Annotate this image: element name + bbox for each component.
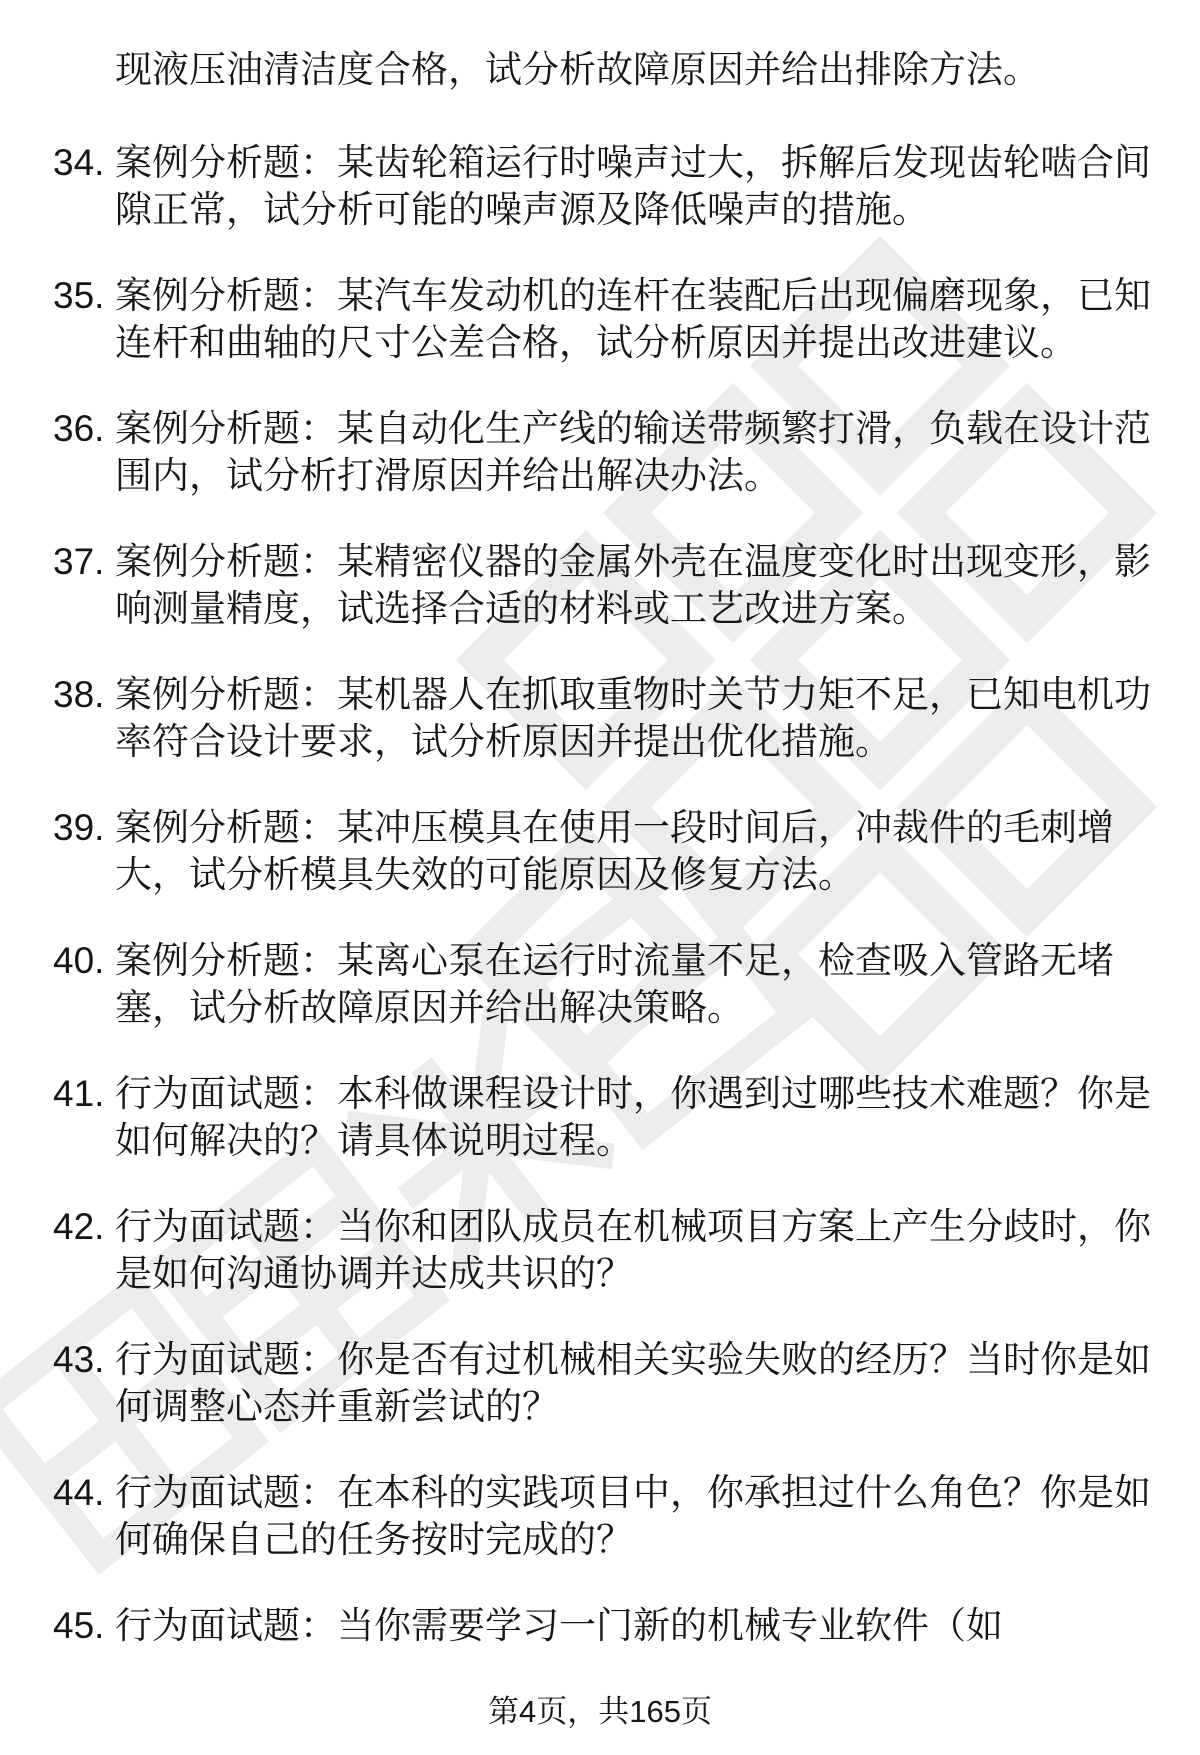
question-line: 行为面试题：当你和团队成员在机械项目方案上产生分歧时，你 xyxy=(115,1206,1151,1247)
question-line: 行为面试题：当你需要学习一门新的机械专业软件（如 xyxy=(115,1605,1003,1646)
question-line: 连杆和曲轴的尺寸公差合格，试分析原因并提出改进建议。 xyxy=(115,322,1077,363)
question-line: 案例分析题：某齿轮箱运行时噪声过大，拆解后发现齿轮啮合间 xyxy=(115,142,1151,183)
question-item xyxy=(53,1203,1151,1297)
question-item xyxy=(53,1336,1151,1430)
question-line: 隙正常，试分析可能的噪声源及降低噪声的措施。 xyxy=(115,189,929,230)
question-line: 行为面试题：你是否有过机械相关实验失败的经历？当时你是如 xyxy=(115,1339,1151,1380)
question-line: 案例分析题：某汽车发动机的连杆在装配后出现偏磨现象，已知 xyxy=(115,275,1151,316)
question-number: 37. xyxy=(53,541,105,582)
question-list xyxy=(53,46,1151,1688)
question-item xyxy=(53,272,1151,366)
question-line: 大，试分析模具失效的可能原因及修复方法。 xyxy=(115,854,855,895)
question-number: 38. xyxy=(53,674,105,715)
question-number: 34. xyxy=(53,142,105,183)
question-line: 塞，试分析故障原因并给出解决策略。 xyxy=(115,987,744,1028)
question-line: 案例分析题：某精密仪器的金属外壳在温度变化时出现变形，影 xyxy=(115,541,1151,582)
question-item xyxy=(53,405,1151,499)
question-item xyxy=(53,139,1151,233)
question-item xyxy=(53,1070,1151,1164)
question-line: 案例分析题：某离心泵在运行时流量不足，检查吸入管路无堵 xyxy=(115,940,1114,981)
question-line: 何确保自己的任务按时完成的？ xyxy=(115,1519,633,1560)
question-number: 43. xyxy=(53,1339,105,1380)
question-number: 42. xyxy=(53,1206,105,1247)
question-line: 何调整心态并重新尝试的？ xyxy=(115,1386,559,1427)
question-item xyxy=(53,671,1151,765)
question-line: 响测量精度，试选择合适的材料或工艺改进方案。 xyxy=(115,588,929,629)
question-number: 41. xyxy=(53,1073,105,1114)
question-number: 44. xyxy=(53,1472,105,1513)
question-33-continuation: 现液压油清洁度合格，试分析故障原因并给出排除方法。 xyxy=(115,49,1040,90)
question-items xyxy=(53,139,1151,1649)
question-number: 35. xyxy=(53,275,105,316)
question-item xyxy=(53,937,1150,1031)
question-number: 39. xyxy=(53,807,105,848)
question-line: 是如何沟通协调并达成共识的？ xyxy=(115,1253,633,1294)
page-footer: 第4页，共165页 xyxy=(488,1694,712,1729)
question-line: 行为面试题：本科做课程设计时，你遇到过哪些技术难题？你是 xyxy=(115,1073,1151,1114)
question-number: 45. xyxy=(53,1605,105,1646)
question-line: 案例分析题：某机器人在抓取重物时关节力矩不足，已知电机功 xyxy=(115,674,1151,715)
question-line: 案例分析题：某自动化生产线的输送带频繁打滑，负载在设计范 xyxy=(115,408,1151,449)
question-item xyxy=(53,804,1150,898)
question-item xyxy=(53,1469,1151,1563)
question-item xyxy=(53,538,1151,632)
question-number: 36. xyxy=(53,408,105,449)
question-line: 率符合设计要求，试分析原因并提出优化措施。 xyxy=(115,721,892,762)
question-line: 围内，试分析打滑原因并给出解决办法。 xyxy=(115,455,781,496)
question-item xyxy=(53,1602,1150,1649)
question-number: 40. xyxy=(53,940,105,981)
question-line: 行为面试题：在本科的实践项目中，你承担过什么角色？你是如 xyxy=(115,1472,1151,1513)
question-line: 如何解决的？请具体说明过程。 xyxy=(115,1120,633,1161)
question-line: 案例分析题：某冲压模具在使用一段时间后，冲裁件的毛刺增 xyxy=(115,807,1114,848)
